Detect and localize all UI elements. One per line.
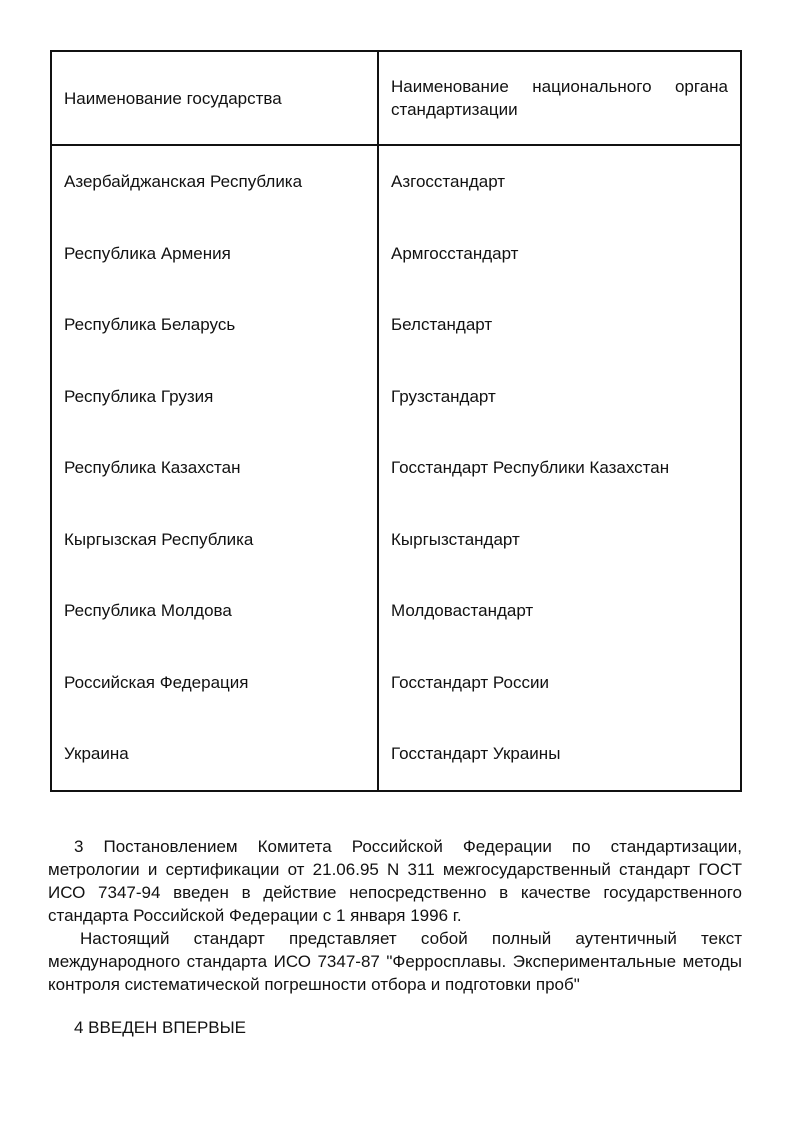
country-cell: Республика Армения [52,218,378,290]
standards-body-cell: Кыргызстандарт [378,504,740,576]
country-cell: Азербайджанская Республика [52,145,378,218]
standards-body-cell: Грузстандарт [378,361,740,433]
standards-body-cell: Госстандарт России [378,647,740,719]
standards-body-cell: Армгосстандарт [378,218,740,290]
standards-body-cell: Молдовастандарт [378,575,740,647]
country-cell: Республика Молдова [52,575,378,647]
country-cell: Республика Казахстан [52,432,378,504]
table-header-row [52,52,740,145]
standards-bodies-table [50,50,742,792]
table-row [52,145,740,218]
country-cell: Кыргызская Республика [52,504,378,576]
standards-body-cell: Госстандарт Украины [378,718,740,790]
table-row [52,718,740,790]
standards-body-cell: Госстандарт Республики Казахстан [378,432,740,504]
standards-bodies-table-container [50,50,742,792]
table-row [52,504,740,576]
country-cell: Российская Федерация [52,647,378,719]
country-cell: Украина [52,718,378,790]
standards-body-cell: Белстандарт [378,289,740,361]
note-item-3-continuation: Настоящий стандарт представляет собой полный аутентичный текст международного стандарта ИСО 7347-87 "Ферросплавы. Экспериментальные методы контроля систематической погрешности отбора и подготовки проб" [48,929,742,994]
table-row [52,361,740,433]
note-item-3: 3 Постановлением Комитета Российской Федерации по стандартизации, метрологии и сертификации от 21.06.95 N 311 межгосударственный стандарт ГОСТ ИСО 7347-94 введен в действие непосредственно в качестве государственного стандарта Российской Федерации с 1 января 1996 г. [48,837,742,925]
table-row [52,218,740,290]
table-row [52,647,740,719]
table-row [52,575,740,647]
table-row [52,432,740,504]
header-standards-body: Наименование национального органа стандартизации [378,52,740,145]
country-cell: Республика Грузия [52,361,378,433]
country-cell: Республика Беларусь [52,289,378,361]
table-row [52,289,740,361]
header-country: Наименование государства [52,52,378,145]
note-item-4: 4 ВВЕДЕН ВПЕРВЫЕ [74,1018,247,1037]
standards-body-cell: Азгосстандарт [378,145,740,218]
